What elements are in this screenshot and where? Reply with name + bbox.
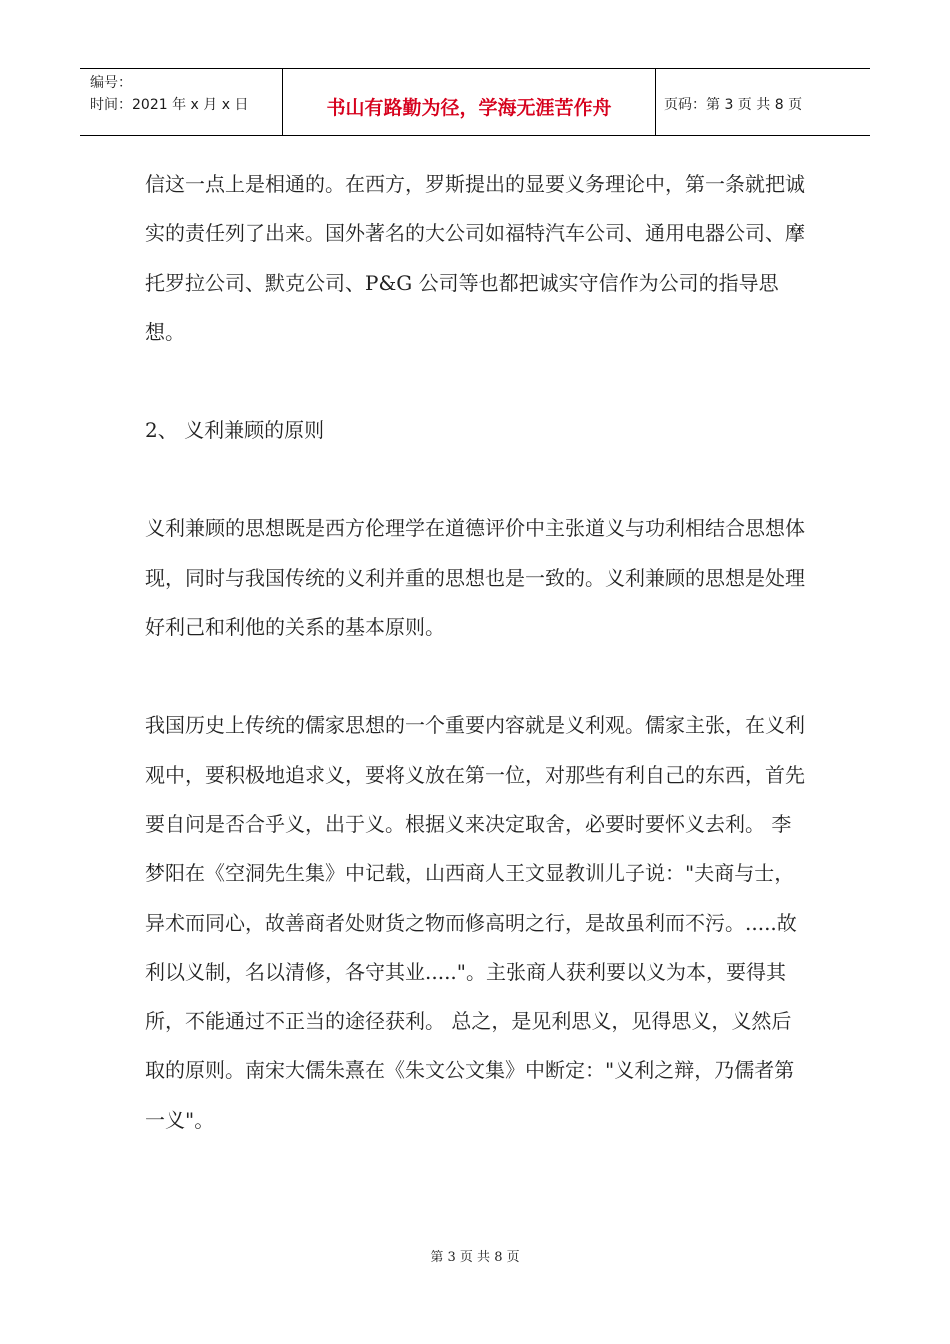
page-footer: 第 3 页 共 8 页: [430, 1250, 520, 1265]
paragraph-3: 我国历史上传统的儒家思想的一个重要内容就是义利观。儒家主张，在义利观中，要积极地追求义，要将义放在第一位，对那些有利自己的东西，首先要自问是否合乎义，出于义。根据义来决定取舍，必要时要怀义去利。 李梦阳在《空洞先生集》中记载，山西商人王文显教训儿子说："夫商与士，异术而同心，故善商者处财货之物而修高明之行，是故虽利而不污。.....故利以义制，名以清修，各守其业....."。主张商人获利要以义为本，要得其所，不能通过不正当的途径获利。 总之，是见利思义，见得思义，义然后取的原则。南宋大儒朱熹在《朱文公文集》中断定："义利之辩，乃儒者第一义"。: [145, 713, 805, 1132]
paragraph-gap: [145, 455, 810, 504]
paragraph-2: 义利兼顾的思想既是西方伦理学在道德评价中主张道义与功利相结合思想体现，同时与我国传统的义利并重的思想也是一致的。义利兼顾的思想是处理好利己和利他的关系的基本原则。: [145, 516, 805, 640]
document-number-label: 编号：: [90, 75, 132, 91]
paragraph-gap: [145, 652, 810, 701]
header-meta: [80, 69, 282, 135]
document-body: [145, 160, 810, 1145]
paragraph-1: 信这一点上是相通的。在西方，罗斯提出的显要义务理论中，第一条就把诚实的责任列了出来。国外著名的大公司如福特汽车公司、通用电器公司、摩托罗拉公司、默克公司、P&G 公司等也都把诚实守信作为公司的指导思想。: [145, 172, 805, 344]
header-motto: 书山有路勤为径，学海无涯苦作舟: [282, 69, 656, 135]
document-header: [80, 68, 870, 136]
section-heading-2: 2、 义利兼顾的原则: [145, 418, 325, 443]
header-page-info: 页码：第 3 页 共 8 页: [664, 97, 803, 113]
document-date-label: 时间：2021 年 x 月 x 日: [90, 97, 249, 113]
paragraph-gap: [145, 357, 810, 406]
